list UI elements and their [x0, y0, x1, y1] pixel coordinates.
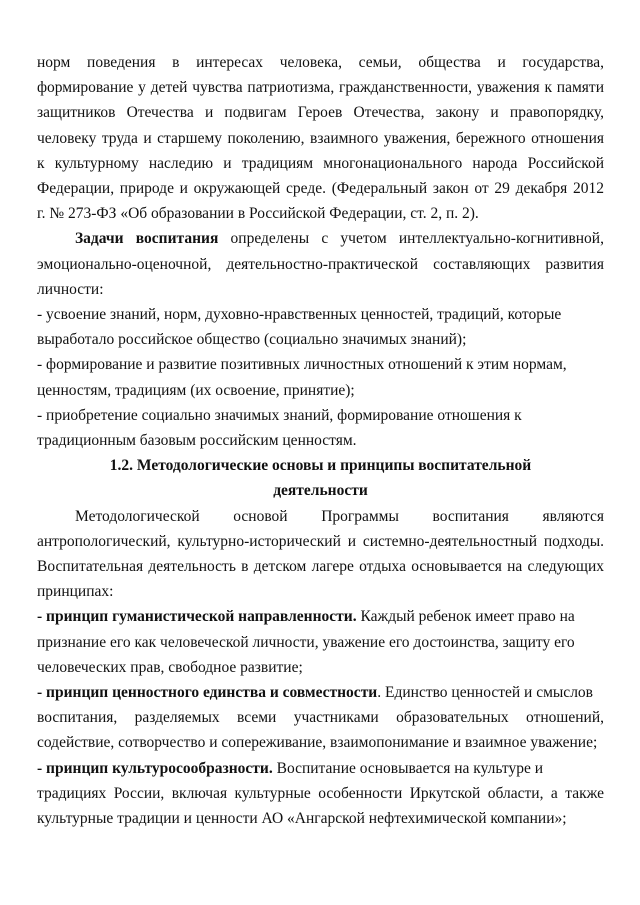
- methods-paragraph: [37, 504, 604, 605]
- text-line: Воспитательная деятельность в детском лагере отдыха основывается на следующих: [37, 558, 604, 576]
- text-line: Методологической основой Программы воспитания являются: [75, 507, 604, 525]
- principle-line: [37, 604, 604, 629]
- list-item-line: традиционным базовым российским ценностям.: [37, 432, 357, 450]
- section-heading: [37, 453, 604, 503]
- tasks-bold-lead: Задачи воспитания: [75, 230, 219, 248]
- text-line: эмоционально-оценочной, деятельностно-практической составляющих развития: [37, 255, 604, 273]
- principle-bold: - принцип гуманистической направленности.: [37, 608, 357, 626]
- text-line: принципах:: [37, 583, 114, 601]
- principle-rest: . Единство ценностей и смыслов: [377, 684, 593, 702]
- text-line: культурные традиции и ценности АО «Ангарской нефтехимической компании»;: [37, 810, 567, 828]
- text-line: к культурному наследию и традициям многонационального народа Российской: [37, 154, 604, 172]
- text-line: личности:: [37, 280, 104, 298]
- section-title-line: деятельности: [273, 482, 368, 500]
- text-line: защитников Отечества и подвигам Героев Отечества, закону и правопорядку,: [37, 104, 604, 122]
- principles-list: [37, 604, 604, 831]
- principle-bold: - принцип ценностного единства и совместности: [37, 684, 378, 702]
- principle-rest: Воспитание основывается на культуре и: [272, 759, 544, 777]
- principle-bold: - принцип культуросообразности.: [37, 759, 273, 777]
- document-page: [37, 50, 604, 831]
- principle-line: [37, 680, 604, 705]
- list-item-line: - усвоение знаний, норм, духовно-нравственных ценностей, традиций, которые: [37, 306, 562, 324]
- text-line: г. № 273-ФЗ «Об образовании в Российской Федерации, ст. 2, п. 2).: [37, 205, 479, 223]
- list-item-line: - приобретение социально значимых знаний, формирование отношения к: [37, 406, 522, 424]
- text-line: традициях России, включая культурные особенности Иркутской области, а также: [37, 784, 604, 802]
- text-line: содействие, сотворчество и сопереживание, взаимопонимание и взаимное уважение;: [37, 734, 598, 752]
- text-line: норм поведения в интересах человека, семьи, общества и государства,: [37, 54, 604, 71]
- intro-paragraph: [37, 50, 604, 226]
- list-item-line: ценностям, традициям (их освоение, принятие);: [37, 381, 355, 399]
- text-line: признание его как человеческой личности, уважение его достоинства, защиту его: [37, 633, 575, 651]
- text-line: человеку труда и старшему поколению, взаимного уважения, бережного отношения: [37, 129, 604, 147]
- text-line: Федерации, природе и окружающей среде. (Федеральный закон от 29 декабря 2012: [37, 180, 604, 198]
- list-item-line: - формирование и развитие позитивных личностных отношений к этим нормам,: [37, 356, 567, 374]
- tasks-line1-rest: определены с учетом интеллектуально-когнитивной,: [218, 230, 604, 248]
- tasks-paragraph: [37, 226, 604, 453]
- principle-rest: Каждый ребенок имеет право на: [356, 608, 575, 626]
- text-line: воспитания, разделяемых всеми участниками образовательных отношений,: [37, 709, 604, 727]
- text-line: формирование у детей чувства патриотизма, гражданственности, уважения к памяти: [37, 79, 604, 97]
- principle-line: [37, 756, 604, 781]
- section-title-line: 1.2. Методологические основы и принципы воспитательной: [109, 457, 532, 475]
- text-line: антропологический, культурно-исторический и системно-деятельностный подходы.: [37, 532, 604, 550]
- text-line: человеческих прав, свободное развитие;: [37, 658, 303, 676]
- text-line: [37, 226, 604, 251]
- list-item-line: выработало российское общество (социально значимых знаний);: [37, 331, 467, 349]
